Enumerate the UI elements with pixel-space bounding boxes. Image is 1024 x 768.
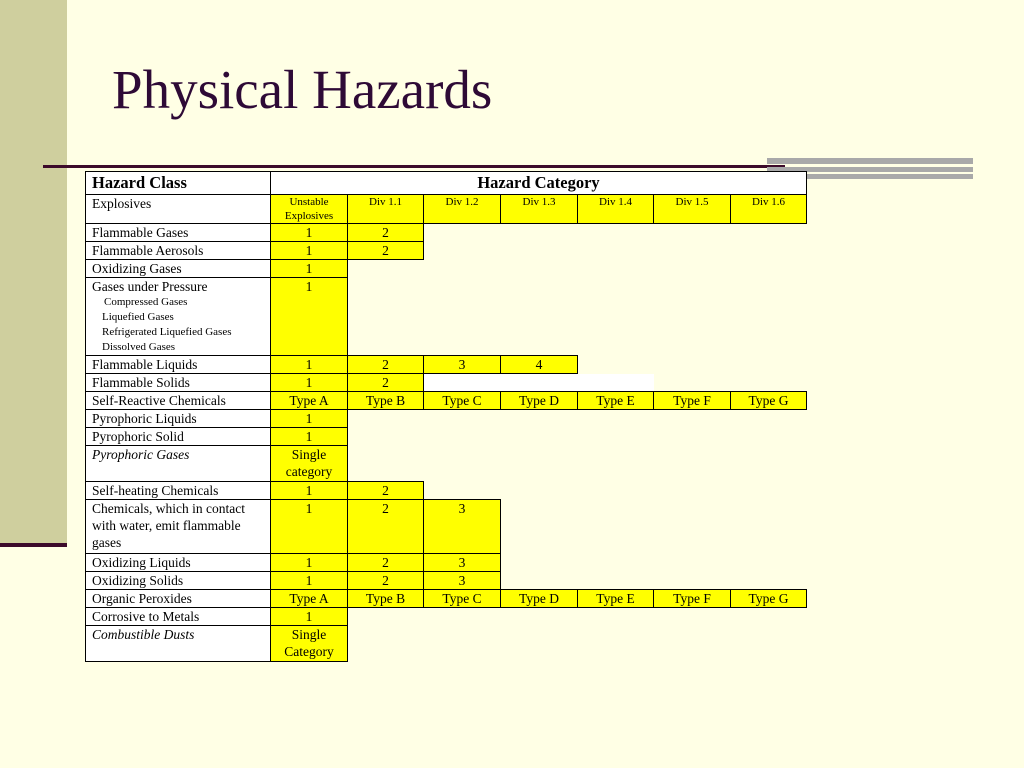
category-cell: Single category	[271, 446, 348, 482]
category-cell: 4	[501, 356, 578, 374]
table-row-flammable-liquids	[86, 356, 807, 374]
category-cell: 2	[348, 482, 424, 500]
hazard-class-cell: Flammable Liquids	[86, 356, 271, 374]
hazard-class-cell: Pyrophoric Solid	[86, 428, 271, 446]
hazard-class-cell: Oxidizing Gases	[86, 260, 271, 278]
hazard-class-cell	[86, 278, 271, 356]
category-cell: Type D	[501, 392, 578, 410]
hazard-class-cell: Self-Reactive Chemicals	[86, 392, 271, 410]
category-cell: Type F	[654, 392, 731, 410]
hazard-class-cell: Pyrophoric Gases	[86, 446, 271, 482]
table-row-pyrophoric-solid	[86, 428, 807, 446]
category-cell: 2	[348, 356, 424, 374]
category-cell: 2	[348, 242, 424, 260]
category-cell: Unstable Explosives	[271, 195, 348, 224]
subtype-label: Refrigerated Liquefied Gases	[102, 326, 232, 338]
category-cell: Type B	[348, 392, 424, 410]
category-cell: Div 1.6	[731, 195, 807, 224]
hazard-class-label: Gases under Pressure	[92, 279, 208, 294]
category-cell: 1	[271, 482, 348, 500]
hazard-class-cell: Self-heating Chemicals	[86, 482, 271, 500]
category-cell: 1	[271, 428, 348, 446]
table-row-oxidizing-solids	[86, 572, 807, 590]
category-cell: 1	[271, 356, 348, 374]
hazard-class-cell: Chemicals, which in contact with water, emit flammable gases	[86, 500, 271, 554]
table-row-combustible-dusts	[86, 626, 807, 662]
category-cell: Div 1.4	[578, 195, 654, 224]
category-cell: Type G	[731, 392, 807, 410]
table-row-oxidizing-liquids	[86, 554, 807, 572]
table-row-water-reactive	[86, 500, 807, 554]
hazard-class-cell: Flammable Gases	[86, 224, 271, 242]
table-row-self-heating	[86, 482, 807, 500]
category-cell: Type E	[578, 392, 654, 410]
subtype-label: Liquefied Gases	[102, 311, 174, 323]
hazard-class-cell: Flammable Aerosols	[86, 242, 271, 260]
left-accent-rule	[0, 543, 67, 547]
category-cell: 1	[271, 242, 348, 260]
category-cell: 3	[424, 554, 501, 572]
category-cell: 2	[348, 224, 424, 242]
table-row-gases-under-pressure	[86, 278, 807, 356]
category-cell: 1	[271, 500, 348, 554]
left-accent-bar	[0, 0, 67, 545]
category-cell: Type A	[271, 590, 348, 608]
table-row-corrosive-metals	[86, 608, 807, 626]
category-cell: 3	[424, 500, 501, 554]
category-cell: 1	[271, 410, 348, 428]
category-cell: Type C	[424, 392, 501, 410]
category-cell: 3	[424, 356, 501, 374]
category-cell: Div 1.5	[654, 195, 731, 224]
hazard-class-cell: Pyrophoric Liquids	[86, 410, 271, 428]
table-row-explosives	[86, 195, 807, 224]
table-row-self-reactive	[86, 392, 807, 410]
category-cell: 2	[348, 374, 424, 392]
header-hazard-class: Hazard Class	[86, 172, 271, 195]
hazard-class-cell: Oxidizing Liquids	[86, 554, 271, 572]
category-cell: 2	[348, 554, 424, 572]
category-cell: Div 1.3	[501, 195, 578, 224]
hazard-class-cell: Oxidizing Solids	[86, 572, 271, 590]
table-row-flammable-aerosols	[86, 242, 807, 260]
category-cell: Type B	[348, 590, 424, 608]
hazard-class-cell: Explosives	[86, 195, 271, 224]
category-cell: Type C	[424, 590, 501, 608]
hazard-class-cell: Combustible Dusts	[86, 626, 271, 662]
category-cell: Div 1.1	[348, 195, 424, 224]
category-cell: 1	[271, 278, 348, 356]
category-cell: 1	[271, 554, 348, 572]
category-cell: Type D	[501, 590, 578, 608]
category-cell: 1	[271, 260, 348, 278]
decorative-bar	[767, 158, 973, 164]
table-row-pyrophoric-liquids	[86, 410, 807, 428]
category-cell: 3	[424, 572, 501, 590]
hazard-class-cell: Organic Peroxides	[86, 590, 271, 608]
hazard-class-cell: Flammable Solids	[86, 374, 271, 392]
header-hazard-category: Hazard Category	[271, 172, 807, 195]
category-cell: 1	[271, 224, 348, 242]
subtype-label: Compressed Gases	[104, 296, 188, 308]
hazard-class-cell: Corrosive to Metals	[86, 608, 271, 626]
category-cell: 1	[271, 608, 348, 626]
category-cell: Div 1.2	[424, 195, 501, 224]
table-row-pyrophoric-gases	[86, 446, 807, 482]
title-rule	[43, 165, 785, 168]
category-cell: 1	[271, 374, 348, 392]
table-row-organic-peroxides	[86, 590, 807, 608]
subtype-label: Dissolved Gases	[102, 341, 176, 353]
table-row-flammable-gases	[86, 224, 807, 242]
table-header-row	[86, 172, 807, 195]
slide-title: Physical Hazards	[112, 59, 493, 120]
category-cell: Type G	[731, 590, 807, 608]
category-cell: 2	[348, 572, 424, 590]
hazard-table	[85, 171, 807, 662]
table-row-flammable-solids	[86, 374, 807, 392]
category-cell: Type F	[654, 590, 731, 608]
category-cell: 2	[348, 500, 424, 554]
table-row-oxidizing-gases	[86, 260, 807, 278]
category-cell: Type E	[578, 590, 654, 608]
category-cell: Type A	[271, 392, 348, 410]
category-cell: 1	[271, 572, 348, 590]
category-cell: Single Category	[271, 626, 348, 662]
